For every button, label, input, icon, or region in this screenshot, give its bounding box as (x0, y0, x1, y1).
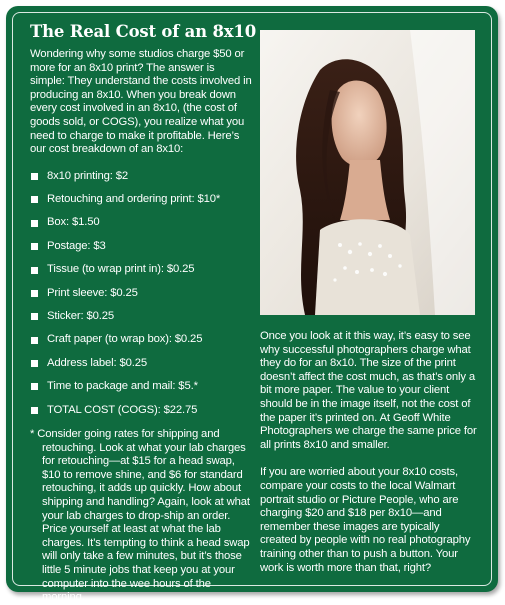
square-bullet-icon (31, 196, 38, 203)
square-bullet-icon (31, 313, 38, 320)
square-bullet-icon (31, 290, 38, 297)
square-bullet-icon (31, 383, 38, 390)
bride-photo (260, 30, 475, 315)
square-bullet-icon (31, 243, 38, 250)
article-title: The Real Cost of an 8x10 (30, 22, 256, 41)
intro-paragraph: Wondering why some studios charge $50 or more for an 8x10 print? The answer is simple: They understand the costs involved in producing an 8x10. When you break down every cost involved in an 8x10, (the cost of goods sold, or COGS), you realize what you need to charge to make it profitable. Here’s our cost breakdown of an 8x10: (30, 48, 252, 156)
cost-list (30, 165, 252, 422)
left-column (30, 48, 252, 605)
cost-item: 8x10 printing: $2 (30, 165, 252, 188)
square-bullet-icon (31, 407, 38, 414)
cost-item: Retouching and ordering print: $10* (30, 188, 252, 211)
footnote: * Consider going rates for shipping and retouching. Look at what your lab charges for retouching—at $15 for a head swap, $10 to remove shine, and $6 for standard retouching, it adds up quickly. How about shipping and handling? Again, look at what your lab charges to drop-ship an order. Price yourself at least at what the lab charges. It’s tempting to think a head swap will only take a few minutes, but it’s those little 5 minute jobs that keep you at your computer into the wee hours of the morning. (30, 428, 250, 604)
cost-item: Postage: $3 (30, 235, 252, 258)
bride-portrait-image (260, 30, 475, 315)
cost-item: Time to package and mail: $5.* (30, 375, 252, 398)
cost-item: Tissue (to wrap print in): $0.25 (30, 258, 252, 281)
cost-item: Sticker: $0.25 (30, 305, 252, 328)
cost-item: Box: $1.50 (30, 212, 252, 235)
cost-item: Print sleeve: $0.25 (30, 282, 252, 305)
body-paragraph: Once you look at it this way, it’s easy to see why successful photographers charge what they do for an 8x10. The size of the print doesn’t affect the cost much, as that’s only a bit more paper. The value to your client should be in the image itself, not the cost of the paper it’s printed on. At Geoff White Photographers we charge the same price for all prints 8x10 and smaller. (260, 330, 477, 451)
cost-item: Address label: $0.25 (30, 352, 252, 375)
square-bullet-icon (31, 337, 38, 344)
cost-item-total: TOTAL COST (COGS): $22.75 (30, 399, 252, 422)
square-bullet-icon (31, 267, 38, 274)
right-column (260, 330, 478, 589)
square-bullet-icon (31, 360, 38, 367)
square-bullet-icon (31, 220, 38, 227)
cost-item: Craft paper (to wrap box): $0.25 (30, 328, 252, 351)
square-bullet-icon (31, 173, 38, 180)
body-paragraph: If you are worried about your 8x10 costs, compare your costs to the local Walmart portrait studio or Picture People, who are charging $20 and $18 per 8x10—and remember these images are typically created by people with no real photography training other than to push a button. Your work is worth more than that, right? (260, 466, 471, 574)
